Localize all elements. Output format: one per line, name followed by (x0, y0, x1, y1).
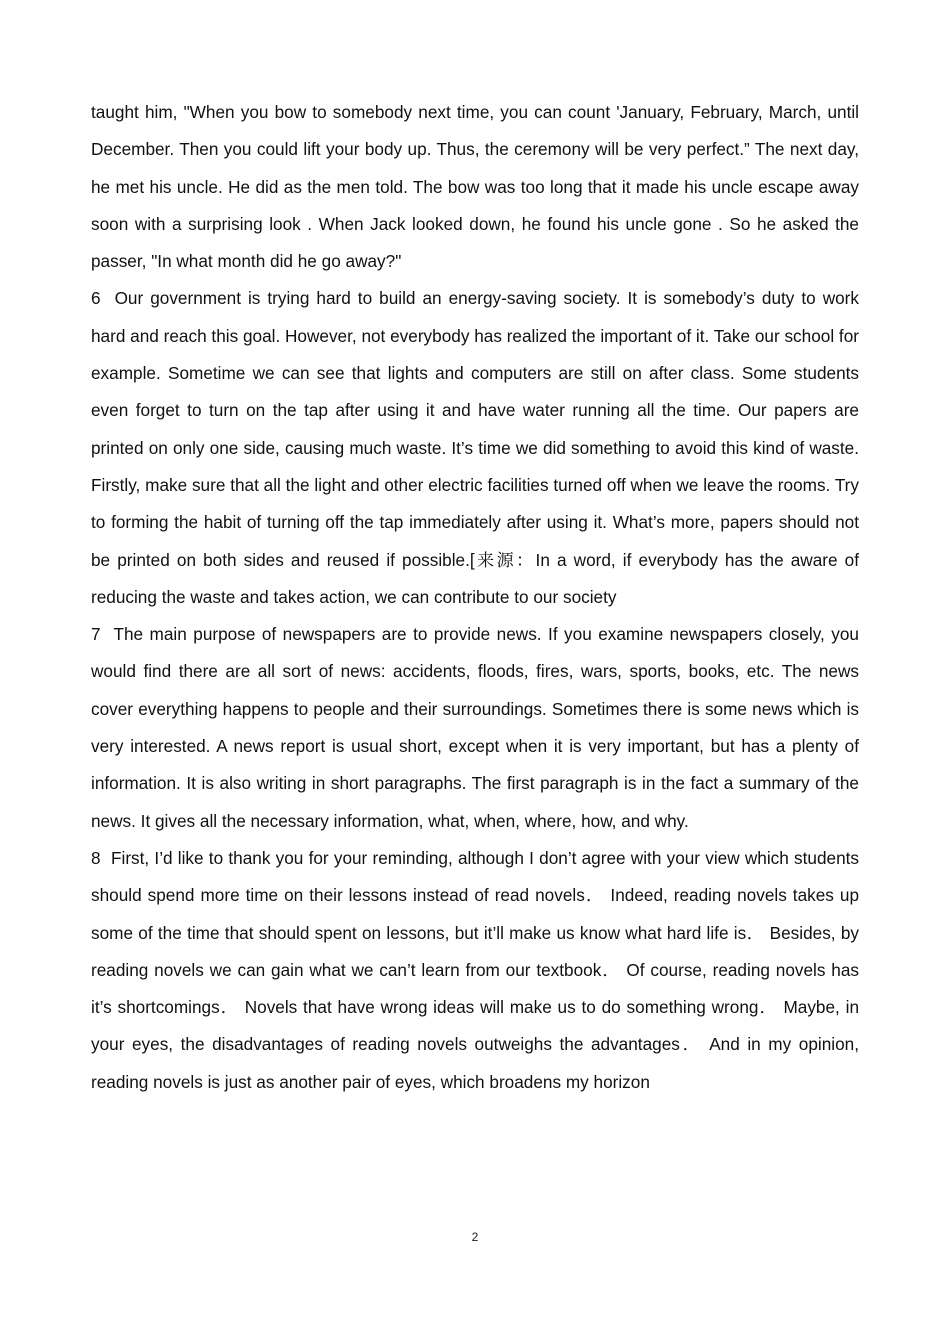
page-number: 2 (471, 1230, 479, 1244)
paragraph-text: The main purpose of newspapers are to provide news. If you examine newspapers closely, you would find there are all sort of news: accidents, floods, fires, wars, sports, books, etc. The news cover everything happens to people and their surroundings. Sometimes there is some news which is very interested. A news report is usual short, except when it is very important, but has a plenty of information. It is also writing in short paragraphs. The first paragraph is in the fact a summary of the news. It gives all the necessary information, what, when, where, how, and why. (91, 624, 859, 831)
paragraph-6 (91, 280, 859, 616)
document-body (91, 94, 859, 1101)
paragraph-story-continuation (91, 94, 859, 280)
paragraph-7 (91, 616, 859, 840)
paragraph-number: 6 (91, 288, 101, 309)
paragraph-text: taught him, "When you bow to somebody next time, you can count 'January, February, March, until December. Then you could lift your body up. Thus, the ceremony will be very perfect.” The next day, he met his uncle. He did as the men told. The bow was too long that it made his uncle escape away soon with a surprising look . When Jack looked down, he found his uncle gone . So he asked the passer, "In what month did he go away?" (91, 102, 859, 272)
paragraph-number: 7 (91, 624, 101, 645)
paragraph-number: 8 (91, 847, 101, 868)
paragraph-text: First, I’d like to thank you for your reminding, although I don’t agree with your view which students should spend more time on their lessons instead of read novels． Indeed, reading novels takes up some of the time that should spent on lessons, but it’ll make us know what hard life is． Besides, by reading novels we can gain what we can’t learn from our textbook． Of course, reading novels has it’s shortcomings． Novels that have wrong ideas will make us to do something wrong． Maybe, in your eyes, the disadvantages of reading novels outweighs the advantages． And in my opinion, reading novels is just as another pair of eyes, which broadens my horizon (91, 847, 859, 1092)
paragraph-text: Our government is trying hard to build an energy-saving society. It is somebody’s duty to work hard and reach this goal. However, not everybody has realized the important of it. Take our school for example. Sometime we can see that lights and computers are still on after class. Some students even forget to turn on the tap after using it and have water running all the time. Our papers are printed on only one side, causing much waste. It’s time we did something to avoid this kind of waste. Firstly, make sure that all the light and other electric facilities turned off when we leave the rooms. Try to forming the habit of turning off the tap immediately after using it. What’s more, papers should not be printed on both sides and reused if possible.[来源：In a word, if everybody has the aware of reducing the waste and takes action, we can contribute to our society (91, 288, 859, 607)
paragraph-8 (91, 840, 859, 1101)
